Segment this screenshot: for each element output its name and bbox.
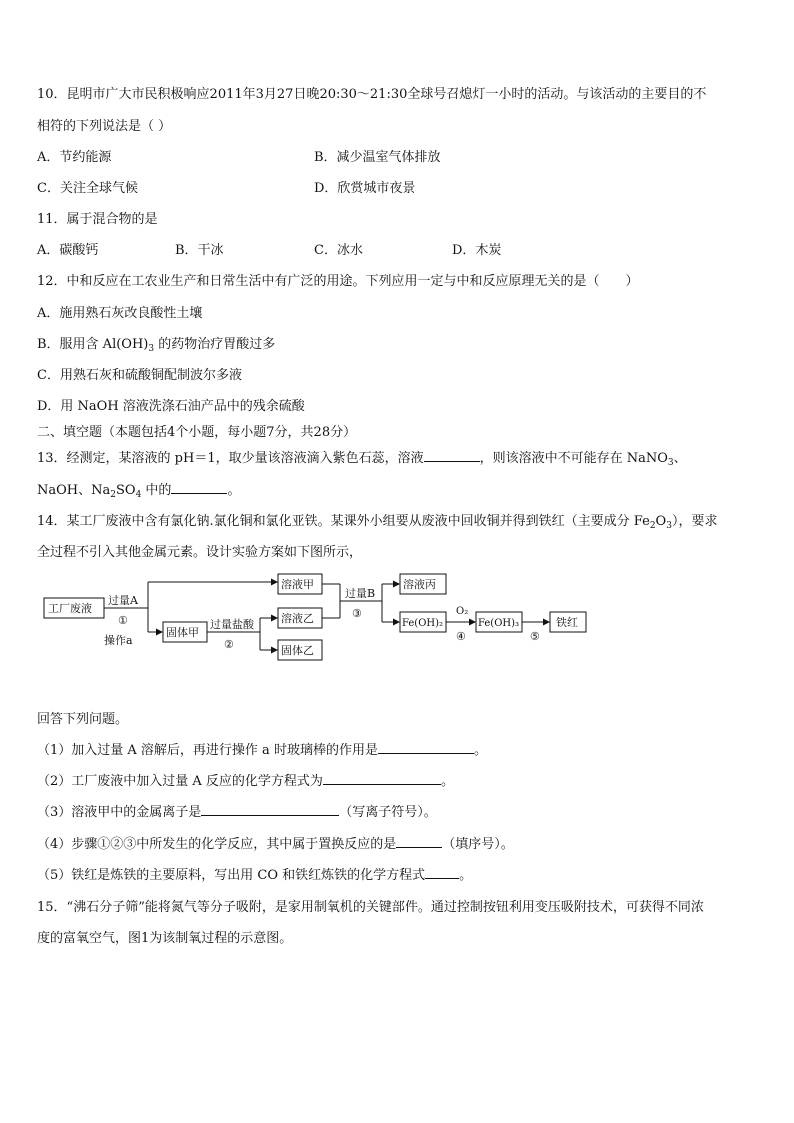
label-waste: 工厂废液 [48, 602, 92, 615]
q13-line2: NaOH、$Na_2SO_4$ 中的 。 [37, 483, 241, 500]
label-sol-jia: 溶液甲 [281, 578, 314, 591]
label-solid-jia: 固体甲 [166, 626, 199, 639]
q14-flow-diagram [40, 568, 600, 668]
label-step1: ① [118, 614, 128, 627]
q14-sub5: （5）铁红是炼铁的主要原料，写出用 CO 和铁红炼铁的化学方程式 。 [37, 868, 473, 883]
label-sol-yi: 溶液乙 [281, 612, 314, 625]
label-step4: ④ [456, 630, 466, 643]
q10-option-b: B．减少温室气体排放 [314, 150, 441, 165]
label-sol-bing: 溶液丙 [403, 578, 436, 591]
label-feoh2: Fe(OH)₂ [402, 618, 444, 629]
q15-line2: 度的富氧空气，图1为该制氧过程的示意图。 [37, 931, 293, 946]
q11-option-d: D．木炭 [452, 243, 502, 258]
q14-sub2: （2）工厂废液中加入过量 A 反应的化学方程式为 。 [37, 774, 454, 789]
q13-blank-2[interactable] [171, 481, 227, 494]
q14-blank-2[interactable] [323, 772, 441, 785]
q11-option-a: A．碳酸钙 [37, 243, 99, 258]
section-heading-fill-in: 二、填空题（本题包括4个小题，每小题7分，共28分） [37, 425, 357, 440]
q10-stem-line2: 相符的下列说法是（ ） [37, 119, 172, 134]
q14-answer-intro: 回答下列问题。 [37, 712, 129, 727]
label-tiehong: 铁红 [556, 616, 578, 629]
q15-line1: 15．“沸石分子筛”能将氮气等分子吸附，是家用制氧机的关键部件。通过控制按钮利用变压吸附技术，可获得不同浓 [37, 900, 704, 915]
q12-option-b: B．服用含 $Al(OH)_3$ 的药物治疗胃酸过多 [37, 337, 276, 354]
q12-option-c: C．用熟石灰和硫酸铜配制波尔多液 [37, 368, 242, 383]
q12-option-a: A．施用熟石灰改良酸性土壤 [37, 306, 203, 321]
q11-option-c: C．冰水 [314, 243, 363, 258]
q14-line2: 全过程不引入其他金属元素。设计实验方案如下图所示， [37, 545, 363, 560]
label-solid-yi: 固体乙 [281, 644, 314, 657]
label-excess-b: 过量B [345, 587, 376, 600]
label-feoh3: Fe(OH)₃ [478, 618, 520, 629]
q10-option-a: A．节约能源 [37, 150, 112, 165]
q10-option-c: C．关注全球气候 [37, 181, 138, 196]
q10-option-d: D．欣赏城市夜景 [314, 181, 416, 196]
q14-blank-4[interactable] [396, 835, 442, 848]
label-step3: ③ [352, 607, 362, 620]
q14-sub3: （3）溶液甲中的金属离子是 （写离子符号）。 [37, 805, 437, 820]
q11-stem: 11．属于混合物的是 [37, 212, 158, 227]
q12-stem: 12．中和反应在工农业生产和日常生活中有广泛的用途。下列应用一定与中和反应原理无关的是（ ） [37, 274, 639, 289]
q13-blank-1[interactable] [424, 449, 480, 462]
label-step2: ② [224, 638, 234, 651]
q14-blank-1[interactable] [378, 741, 474, 754]
label-excess-a: 过量A [108, 594, 138, 607]
q10-stem-line1: 10．昆明市广大市民积极响应2011年3月27日晚20:30～21:30全球号召熄灯一小时的活动。与该活动的主要目的不 [37, 87, 707, 102]
label-op-a: 操作a [104, 634, 133, 647]
q12-option-d: D．用 NaOH 溶液洗涤石油产品中的残余硫酸 [37, 399, 305, 414]
q14-sub4: （4）步骤①②③中所发生的化学反应，其中属于置换反应的是 （填序号）。 [37, 837, 514, 852]
label-step5: ⑤ [530, 630, 540, 643]
q11-option-b: B．干冰 [175, 243, 224, 258]
q14-line1: 14．某工厂废液中含有氯化钠.氯化铜和氯化亚铁。某课外小组要从废液中回收铜并得到铁红（主要成分 $Fe_2O_3$），要求 [37, 514, 718, 531]
q14-blank-5[interactable] [425, 866, 459, 879]
label-excess-hcl: 过量盐酸 [210, 618, 254, 631]
q14-blank-3[interactable] [201, 803, 339, 816]
q13-line1: 13．经测定，某溶液的 pH＝1，取少量该溶液滴入紫色石蕊，溶液 ，则该溶液中不可能存在 NaNO$_3$、 [37, 451, 687, 468]
q14-sub1: （1）加入过量 A 溶解后，再进行操作 a 时玻璃棒的作用是 。 [37, 743, 487, 758]
label-o2: O₂ [456, 606, 469, 617]
